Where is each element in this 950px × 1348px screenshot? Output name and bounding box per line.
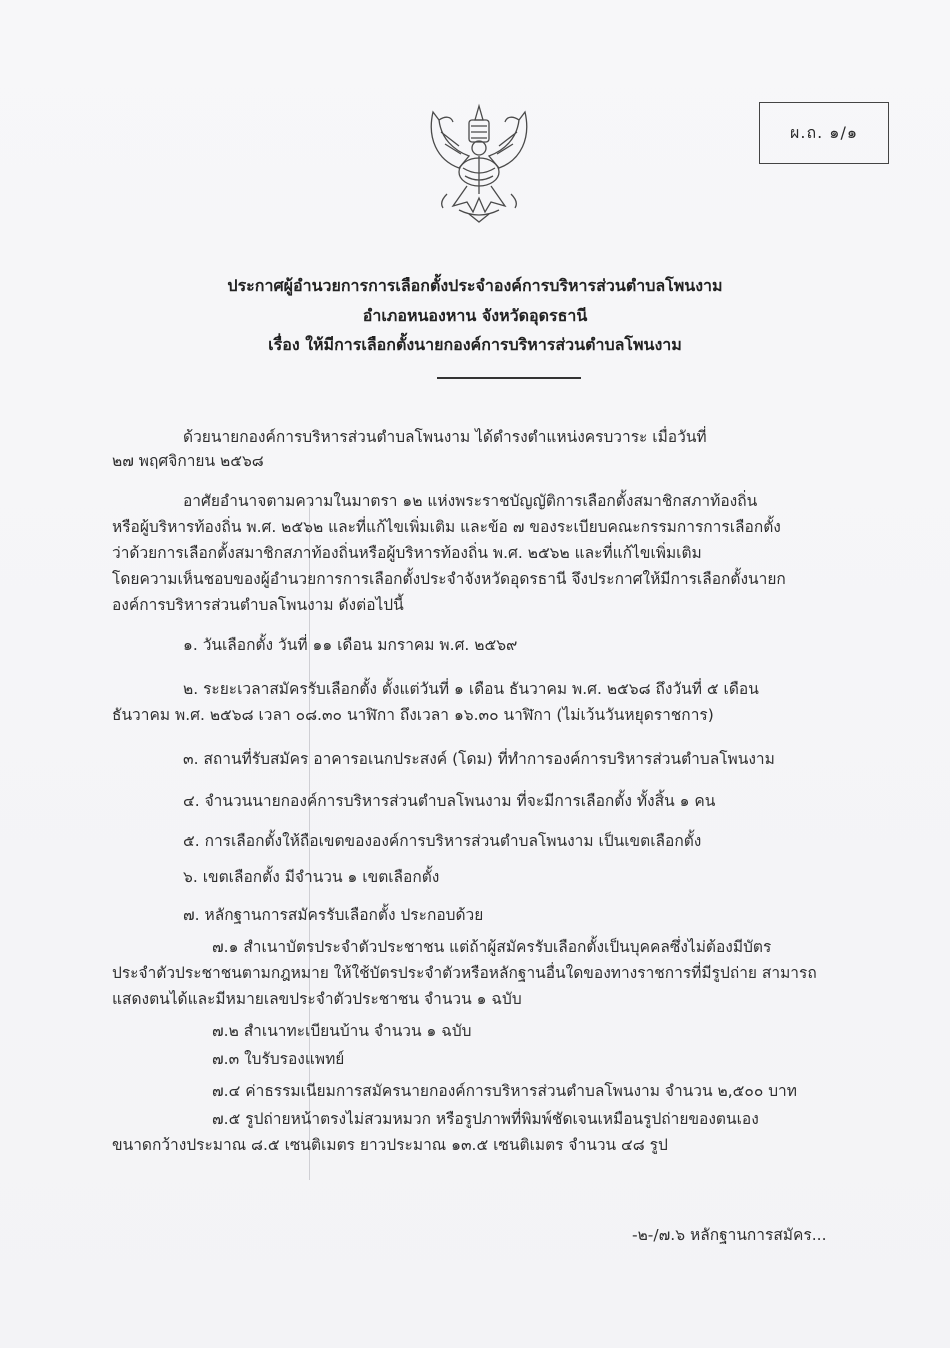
intro-line-1: ด้วยนายกองค์การบริหารส่วนตำบลโพนงาม ได้ดำรงตำแหน่งครบวาระ เมื่อวันที่	[183, 428, 707, 446]
sub-item-7-1-line-2: ประจำตัวประชาชนตามกฎหมาย ให้ใช้บัตรประจำตัวหรือหลักฐานอื่นใดของทางราชการที่มีรูปถ่าย สามารถ	[112, 964, 817, 982]
sub-item-7-1-line-1: ๗.๑ สำเนาบัตรประจำตัวประชาชน แต่ถ้าผู้สมัครรับเลือกตั้งเป็นบุคคลซึ่งไม่ต้องมีบัตร	[212, 938, 772, 956]
sub-item-7-4: ๗.๔ ค่าธรรมเนียมการสมัครนายกองค์การบริหารส่วนตำบลโพนงาม จำนวน ๒,๕๐๐ บาท	[212, 1082, 797, 1100]
sub-item-7-3: ๗.๓ ใบรับรองแพทย์	[212, 1050, 345, 1068]
intro-line-2: ๒๗ พฤศจิกายน ๒๕๖๘	[112, 452, 264, 470]
sub-item-7-1-line-3: แสดงตนได้และมีหมายเลขประจำตัวประชาชน จำนวน ๑ ฉบับ	[112, 990, 522, 1008]
header-divider	[437, 377, 581, 379]
authority-line-2: หรือผู้บริหารท้องถิ่น พ.ศ. ๒๕๖๒ และที่แก้ไขเพิ่มเติม และข้อ ๗ ของระเบียบคณะกรรมการการเลือกตั้ง	[112, 518, 781, 536]
announcement-title-line-1: ประกาศผู้อำนวยการการเลือกตั้งประจำองค์การบริหารส่วนตำบลโพนงาม	[227, 276, 723, 295]
authority-line-1: อาศัยอำนาจตามความในมาตรา ๑๒ แห่งพระราชบัญญัติการเลือกตั้งสมาชิกสภาท้องถิ่น	[183, 492, 758, 510]
sub-item-7-2: ๗.๒ สำเนาทะเบียนบ้าน จำนวน ๑ ฉบับ	[212, 1022, 472, 1040]
item-1-election-date: ๑. วันเลือกตั้ง วันที่ ๑๑ เดือน มกราคม พ.ศ. ๒๕๖๙	[183, 636, 518, 654]
sub-item-7-5-line-1: ๗.๕ รูปถ่ายหน้าตรงไม่สวมหมวก หรือรูปภาพที่พิมพ์ชัดเจนเหมือนรูปถ่ายของตนเอง	[212, 1110, 759, 1128]
announcement-subject: เรื่อง ให้มีการเลือกตั้งนายกองค์การบริหารส่วนตำบลโพนงาม	[268, 335, 682, 354]
sub-item-7-5-line-2: ขนาดกว้างประมาณ ๘.๕ เซนติเมตร ยาวประมาณ ๑๓.๕ เซนติเมตร จำนวน ๔๘ รูป	[112, 1136, 668, 1154]
announcement-title-line-2: อำเภอหนองหาน จังหวัดอุดรธานี	[362, 306, 588, 325]
page-continuation: -๒-/๗.๖ หลักฐานการสมัคร...	[632, 1226, 827, 1244]
item-3-location: ๓. สถานที่รับสมัคร อาคารอเนกประสงค์ (โดม) ที่ทำการองค์การบริหารส่วนตำบลโพนงาม	[183, 750, 775, 768]
item-7-documents: ๗. หลักฐานการสมัครรับเลือกตั้ง ประกอบด้วย	[183, 906, 484, 924]
item-6-district-count: ๖. เขตเลือกตั้ง มีจำนวน ๑ เขตเลือกตั้ง	[183, 868, 440, 886]
item-2-line-2: ธันวาคม พ.ศ. ๒๕๖๘ เวลา ๐๘.๓๐ นาฬิกา ถึงเวลา ๑๖.๓๐ นาฬิกา (ไม่เว้นวันหยุดราชการ)	[112, 706, 714, 724]
authority-line-5: องค์การบริหารส่วนตำบลโพนงาม ดังต่อไปนี้	[112, 596, 404, 614]
authority-line-4: โดยความเห็นชอบของผู้อำนวยการการเลือกตั้งประจำจังหวัดอุดรธานี จึงประกาศให้มีการเลือกตั้งนายก	[112, 570, 786, 588]
garuda-emblem-icon	[423, 98, 535, 228]
form-code: ผ.ถ. ๑/๑	[789, 122, 859, 142]
item-2-line-1: ๒. ระยะเวลาสมัครรับเลือกตั้ง ตั้งแต่วันที่ ๑ เดือน ธันวาคม พ.ศ. ๒๕๖๘ ถึงวันที่ ๕ เดือน	[183, 680, 759, 698]
item-5-district: ๕. การเลือกตั้งให้ถือเขตขององค์การบริหารส่วนตำบลโพนงาม เป็นเขตเลือกตั้ง	[183, 832, 702, 850]
form-code-box	[759, 102, 889, 164]
authority-line-3: ว่าด้วยการเลือกตั้งสมาชิกสภาท้องถิ่นหรือผู้บริหารท้องถิ่น พ.ศ. ๒๕๖๒ และที่แก้ไขเพิ่มเติม	[112, 544, 702, 562]
item-4-count: ๔. จำนวนนายกองค์การบริหารส่วนตำบลโพนงาม ที่จะมีการเลือกตั้ง ทั้งสิ้น ๑ คน	[183, 792, 716, 810]
